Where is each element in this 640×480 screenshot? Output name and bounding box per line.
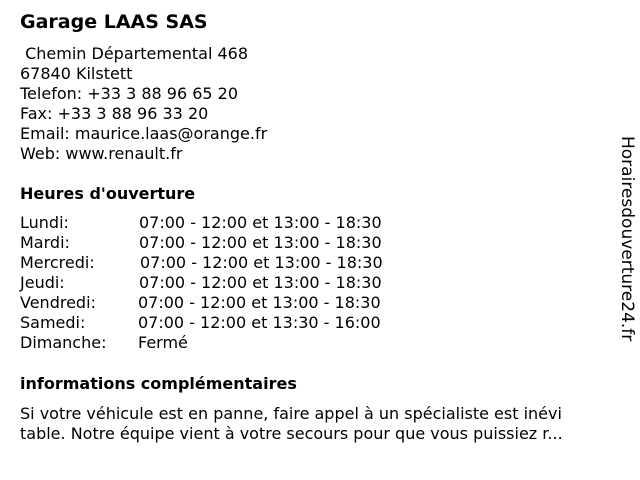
day-label: Jeudi: [20, 273, 65, 292]
hours-row-wednesday [20, 253, 440, 273]
time-range: 07:00 - 12:00 et 13:30 - 16:00 [138, 313, 381, 332]
info-heading: informations complémentaires [20, 374, 297, 393]
day-label: Samedi: [20, 313, 86, 332]
address-street: Chemin Départemental 468 [20, 44, 249, 63]
watermark [612, 136, 638, 370]
hours-row-tuesday [20, 233, 440, 253]
fax-line: Fax: +33 3 88 96 33 20 [20, 104, 209, 123]
web-line: Web: www.renault.fr [20, 144, 183, 163]
business-name: Garage LAAS SAS [20, 11, 208, 33]
day-label: Mardi: [20, 233, 70, 252]
hours-row-thursday [20, 273, 440, 293]
watermark-text: Horairesdouverture24.fr [617, 136, 637, 342]
hours-row-monday [20, 213, 440, 233]
day-label: Mercredi: [20, 253, 95, 272]
info-line: Si votre véhicule est en panne, faire appel à un spécialiste est inévi [20, 404, 562, 423]
time-range: Fermé [138, 333, 188, 352]
time-range: 07:00 - 12:00 et 13:00 - 18:30 [138, 293, 381, 312]
day-label: Dimanche: [20, 333, 107, 352]
hours-table [20, 213, 440, 353]
info-line: table. Notre équipe vient à votre secours pour que vous puissiez r... [20, 424, 563, 443]
time-range: 07:00 - 12:00 et 13:00 - 18:30 [139, 233, 382, 252]
hours-heading: Heures d'ouverture [20, 184, 196, 203]
time-range: 07:00 - 12:00 et 13:00 - 18:30 [140, 253, 383, 272]
hours-row-friday [20, 293, 440, 313]
contact-block [20, 44, 267, 164]
time-range: 07:00 - 12:00 et 13:00 - 18:30 [139, 213, 382, 232]
info-text [20, 404, 610, 444]
address-city: 67840 Kilstett [20, 64, 133, 83]
hours-row-saturday [20, 313, 440, 333]
phone-line: Telefon: +33 3 88 96 65 20 [20, 84, 239, 103]
hours-row-sunday [20, 333, 440, 353]
time-range: 07:00 - 12:00 et 13:00 - 18:30 [139, 273, 382, 292]
day-label: Vendredi: [20, 293, 96, 312]
day-label: Lundi: [20, 213, 69, 232]
email-line: Email: maurice.laas@orange.fr [20, 124, 268, 143]
